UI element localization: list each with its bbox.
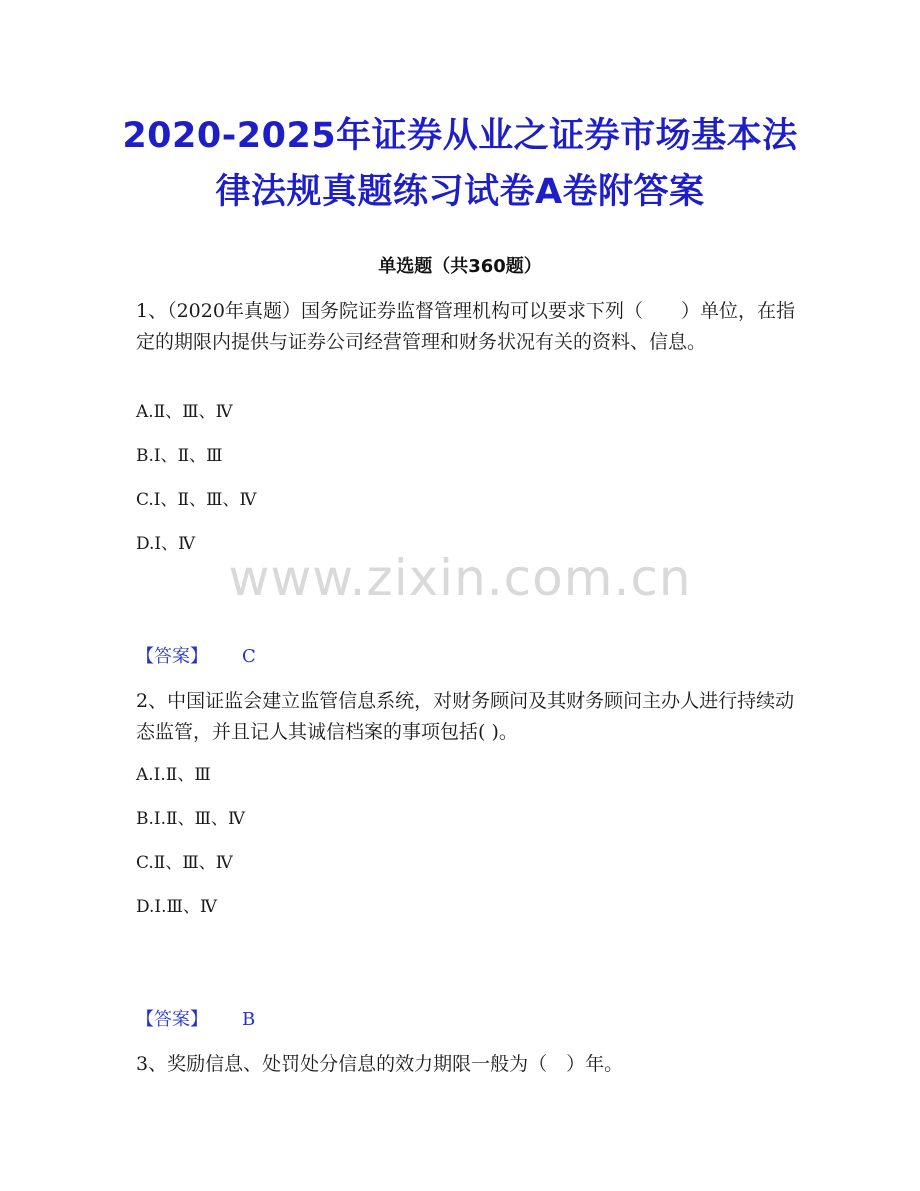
question-1-stem: 1、（2020年真题）国务院证券监督管理机构可以要求下列（ ）单位，在指定的期限内提供与证券公司经营管理和财务状况有关的资料、信息。 bbox=[136, 300, 795, 353]
document-title-line-2: 律法规真题练习试卷A卷附答案 bbox=[215, 172, 705, 212]
question-2-option-a: A.Ⅰ.Ⅱ、Ⅲ bbox=[136, 765, 211, 785]
document-title bbox=[90, 108, 830, 220]
answer-value: C bbox=[242, 646, 256, 667]
question-1-option-d: D.Ⅰ、Ⅳ bbox=[136, 534, 196, 554]
section-heading: 单选题（共360题） bbox=[378, 256, 542, 277]
question-2-option-d: D.Ⅰ.Ⅲ、Ⅳ bbox=[136, 897, 217, 917]
question-1-option-c: C.Ⅰ、Ⅱ、Ⅲ、Ⅳ bbox=[136, 490, 257, 510]
question-2-stem: 2、中国证监会建立监管信息系统，对财务顾问及其财务顾问主办人进行持续动态监管，并且记人其诚信档案的事项包括( )。 bbox=[136, 690, 795, 743]
watermark: www.zixin.com.cn bbox=[228, 549, 692, 607]
question-1-option-a: A.Ⅱ、Ⅲ、Ⅳ bbox=[136, 402, 233, 422]
question-1-option-b: B.Ⅰ、Ⅱ、Ⅲ bbox=[136, 446, 223, 466]
question-2-option-c: C.Ⅱ、Ⅲ、Ⅳ bbox=[136, 853, 233, 873]
answer-label: 【答案】 bbox=[136, 646, 208, 667]
document-title-line-1: 2020-2025年证券从业之证券市场基本法 bbox=[122, 116, 798, 156]
question-3-stem: 3、奖励信息、处罚处分信息的效力期限一般为（ ）年。 bbox=[136, 1053, 624, 1075]
question-2-answer bbox=[136, 1007, 255, 1033]
question-1-answer bbox=[136, 644, 256, 670]
answer-label: 【答案】 bbox=[136, 1009, 208, 1030]
question-2-option-b: B.Ⅰ.Ⅱ、Ⅲ、Ⅳ bbox=[136, 809, 245, 829]
answer-value: B bbox=[242, 1009, 256, 1030]
